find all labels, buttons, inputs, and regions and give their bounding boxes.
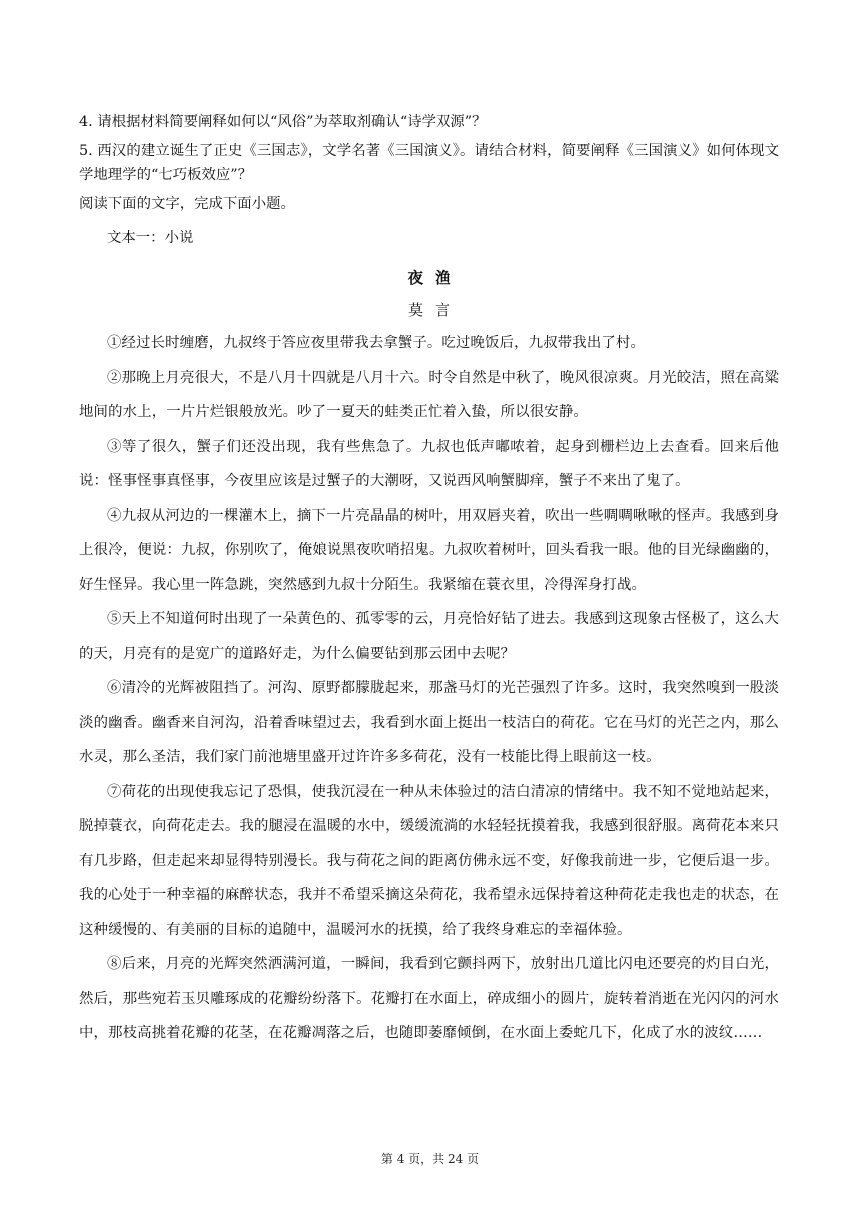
text-label: 文本一：小说 — [107, 230, 194, 246]
story-paragraph-2: ②那晚上月亮很大，不是八月十四就是八月十六。时令自然是中秋了，晚风很凉爽。月光皎洁，照在高粱地间的水上，一片片烂银般放光。吵了一夏天的蛙类正忙着入蛰，所以很安静。 — [79, 369, 779, 420]
story-paragraph-8: ⑧后来，月亮的光辉突然洒满河道，一瞬间，我看到它颤抖两下，放射出几道比闪电还要亮的灼目白光，然后，那些宛若玉贝雕琢成的花瓣纷纷落下。花瓣打在水面上，碎成细小的圆片，旋转着消逝在光闪闪的河水中，那枝高挑着花瓣的花茎，在花瓣凋落之后，也随即萎靡倾倒，在水面上委蛇几下，化成了水的波纹…… — [79, 956, 779, 1041]
story-paragraph-4: ④九叔从河边的一棵灌木上，摘下一片亮晶晶的树叶，用双唇夹着，吹出一些啁啁啾啾的怪声。我感到身上很冷，便说：九叔，你别吹了，俺娘说黑夜吹哨招鬼。九叔吹着树叶，回头看我一眼。他的目光绿幽幽的，好生怪异。我心里一阵急跳，突然感到九叔十分陌生。我紧缩在蓑衣里，冷得浑身打战。 — [79, 507, 779, 593]
story-paragraph-7: ⑦荷花的出现使我忘记了恐惧，使我沉浸在一种从未体验过的洁白清凉的情绪中。我不知不觉地站起来，脱掉蓑衣，向荷花走去。我的腿浸在温暖的水中，缓缓流淌的水轻轻抚摸着我，我感到很舒服。离荷花本来只有几步路，但走起来却显得特别漫长。我与荷花之间的距离仿佛永远不变，好像我前进一步，它便后退一步。我的心处于一种幸福的麻醉状态，我并不希望采摘这朵荷花，我希望永远保持着这种荷花走我也走的状态，在这种缓慢的、有美丽的目标的追随中，温暖河水的抚摸，给了我终身难忘的幸福体验。 — [79, 783, 779, 938]
page-footer: 第 4 页，共 24 页 — [380, 1152, 480, 1166]
question-5: 5. 西汉的建立诞生了正史《三国志》，文学名著《三国演义》。请结合材料，简要阐释《三国演义》如何体现文学地理学的“七巧板效应”？ — [79, 143, 779, 183]
page-content — [79, 110, 779, 1051]
story-paragraph-5: ⑤天上不知道何时出现了一朵黄色的、孤零零的云，月亮恰好钻了进去。我感到这现象古怪极了，这么大的天，月亮有的是宽广的道路好走，为什么偏要钻到那云团中去呢？ — [79, 611, 779, 662]
story-paragraph-6: ⑥清冷的光辉被阻挡了。河沟、原野都朦胧起来，那盏马灯的光芒强烈了许多。这时，我突然嗅到一股淡淡的幽香。幽香来自河沟，沿着香味望过去，我看到水面上挺出一枝洁白的荷花。它在马灯的光芒之内，那么水灵，那么圣洁，我们家门前池塘里盛开过许许多多荷花，没有一枝能比得上眼前这一枝。 — [79, 680, 779, 765]
story-author: 莫言 — [407, 301, 462, 319]
story-title: 夜渔 — [407, 268, 463, 287]
story-paragraph-1: ①经过长时缠磨，九叔终于答应夜里带我去拿蟹子。吃过晚饭后，九叔带我出了村。 — [107, 335, 646, 351]
question-4: 4. 请根据材料简要阐释如何以“风俗”为萃取剂确认“诗学双源”？ — [79, 114, 487, 130]
story-paragraph-3: ③等了很久，蟹子们还没出现，我有些焦急了。九叔也低声嘟哝着，起身到栅栏边上去查看。回来后他说：怪事怪事真怪事，今夜里应该是过蟹子的大潮呀，又说西风响蟹脚痒，蟹子不来出了鬼了。 — [79, 438, 779, 489]
reading-instruction: 阅读下面的文字，完成下面小题。 — [79, 196, 295, 212]
